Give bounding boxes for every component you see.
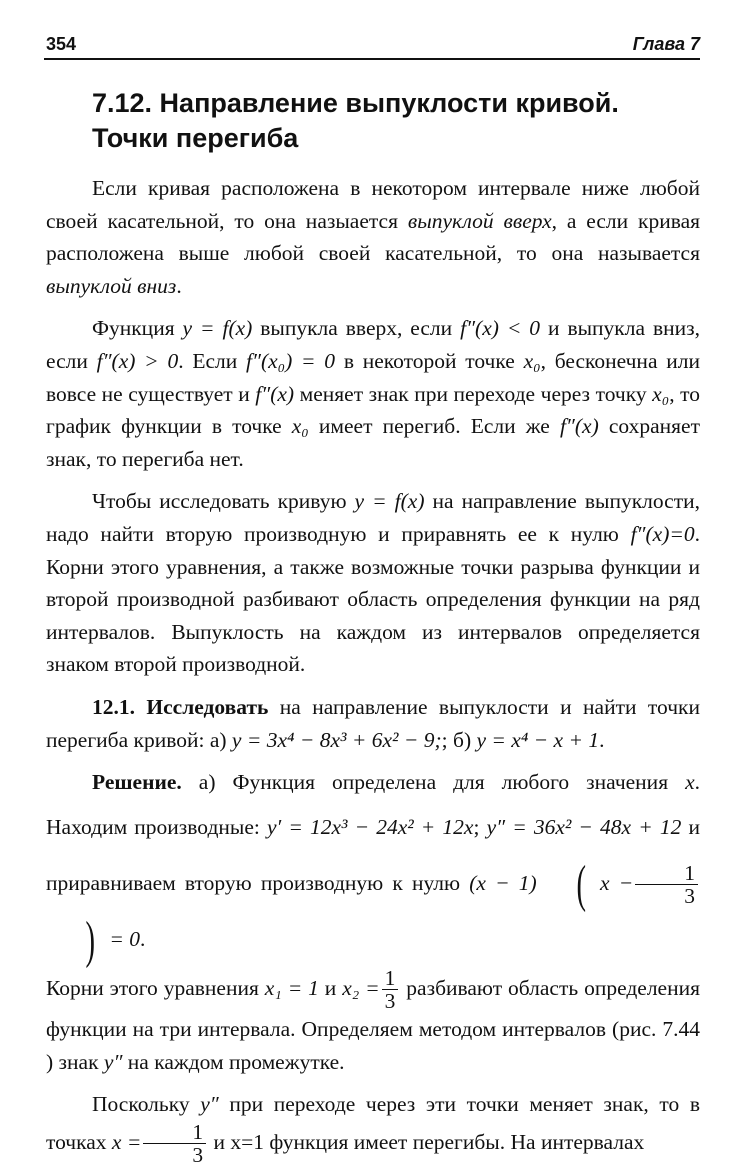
paragraph-definition [46,172,700,302]
paragraph-roots [46,967,700,1078]
page-number: 354 [46,34,77,54]
text: . [139,926,146,951]
section-title-line2: Точки перегиба [92,123,299,153]
formula: f″(x) < 0 [460,316,541,341]
formula: y = f(x) [354,489,425,514]
formula: y = x⁴ − x + 1 [476,727,600,752]
body-text [46,172,700,1167]
denominator: 3 [384,989,396,1014]
formula: x₂ = [342,975,380,1000]
text: разбивают область определения функции на три интервала. Определяем методом интервалов (рис. 7.44 ) знак [46,975,700,1074]
text: . Если [178,348,247,373]
text: . [599,727,605,752]
fraction [143,1121,206,1167]
text: меняет знак при переходе через точку [294,381,653,406]
text: . [176,273,182,298]
formula: x₀ [652,381,670,406]
text: на направление выпуклости и найти точки перегиба кривой: а) [46,694,700,752]
text: и приравниваем вторую производную к нулю [46,814,700,895]
fraction [635,862,698,908]
formula: = 0 [109,926,140,951]
formula: x = [111,1129,142,1154]
header-rule [44,58,700,60]
text: сохраняет знак, то перегиба нет. [46,414,700,471]
text: на направление выпуклости, надо найти вторую производную и приравнять ее к нулю [46,489,700,546]
formula: x₀ [523,348,541,373]
problem-number: 12.1. Исследовать [92,694,269,719]
text: , то график функции в точке [46,381,700,439]
text: . Корни этого уравнения, а также возможные точки разрыва функции и второй производной разбивают область определения функции на ряд интервалов. Выпуклость на каждом из интервалов определяется знаком второй производной. [46,521,700,677]
text: при переходе через эти точки меняет знак, то в точках [46,1092,700,1154]
section-title-line1: 7.12. Направление выпуклости кривой. [92,88,619,118]
term-convex-up: выпуклой вверх [407,208,552,233]
denominator: 3 [192,1143,204,1167]
text: а) Функция определена для любого значения [181,770,686,795]
formula: y″ [103,1049,123,1074]
text: и [318,975,343,1000]
paragraph-method [46,485,700,681]
right-paren: ) [85,911,96,969]
formula: x₀ [291,414,309,439]
text: в некоторой точке [335,348,524,373]
text: , а если кривая расположена выше любой своей касательной, то она называется [46,208,701,266]
text: и выпукла вниз, если [46,316,700,373]
formula: x₁ = 1 [264,975,319,1000]
paragraph-solution [46,766,700,967]
text: Функция [92,316,183,341]
formula: y = 3x⁴ − 8x³ + 6x² − 9; [231,727,442,752]
text: на каждом промежутке. [122,1049,345,1074]
text: Корни этого уравнения [46,975,265,1000]
running-header-chapter: Глава 7 [632,34,700,54]
term-convex-down: выпуклой вниз [46,273,177,298]
numerator: 1 [382,967,399,991]
formula: (x − 1) [469,870,537,895]
formula: x [685,770,695,795]
formula: y = f(x) [182,316,253,341]
text: и x=1 функция имеет перегибы. На интервалах [208,1129,645,1154]
formula: f″(x) [559,414,599,439]
paragraph-problem [46,691,700,756]
text: Чтобы исследовать кривую [92,489,355,514]
text: Если кривая расположена в некотором интервале ниже любой своей касательной, то она назыается [46,176,700,233]
fraction [382,967,399,1013]
formula: f″(x₀) = 0 [246,348,336,373]
denominator: 3 [684,884,695,909]
numerator: 1 [143,1121,206,1145]
section-title [92,86,692,156]
text: , бесконечна или вовсе не существует и [46,348,700,406]
formula: y″ [200,1092,219,1117]
formula: x − [600,870,634,895]
formula: f″(x) > 0 [96,348,179,373]
paragraph-criterion [46,312,700,475]
solution-label: Решение. [92,770,182,795]
text: ; [473,814,487,839]
formula: f″(x)=0 [630,521,695,546]
text: имеет перегиб. Если же [308,414,560,439]
text: выпукла вверх, если [252,316,461,341]
text: ; б) [441,727,477,752]
formula: f″(x) [255,381,295,406]
text: Поскольку [92,1092,201,1117]
left-paren: ( [576,855,586,913]
formula: y″ = 36x² − 48x + 12 [486,814,682,839]
numerator: 1 [635,862,698,886]
formula: y′ = 12x³ − 24x² + 12x [266,814,474,839]
paragraph-conclusion [46,1088,700,1167]
text: . Находим производные: [46,770,700,839]
